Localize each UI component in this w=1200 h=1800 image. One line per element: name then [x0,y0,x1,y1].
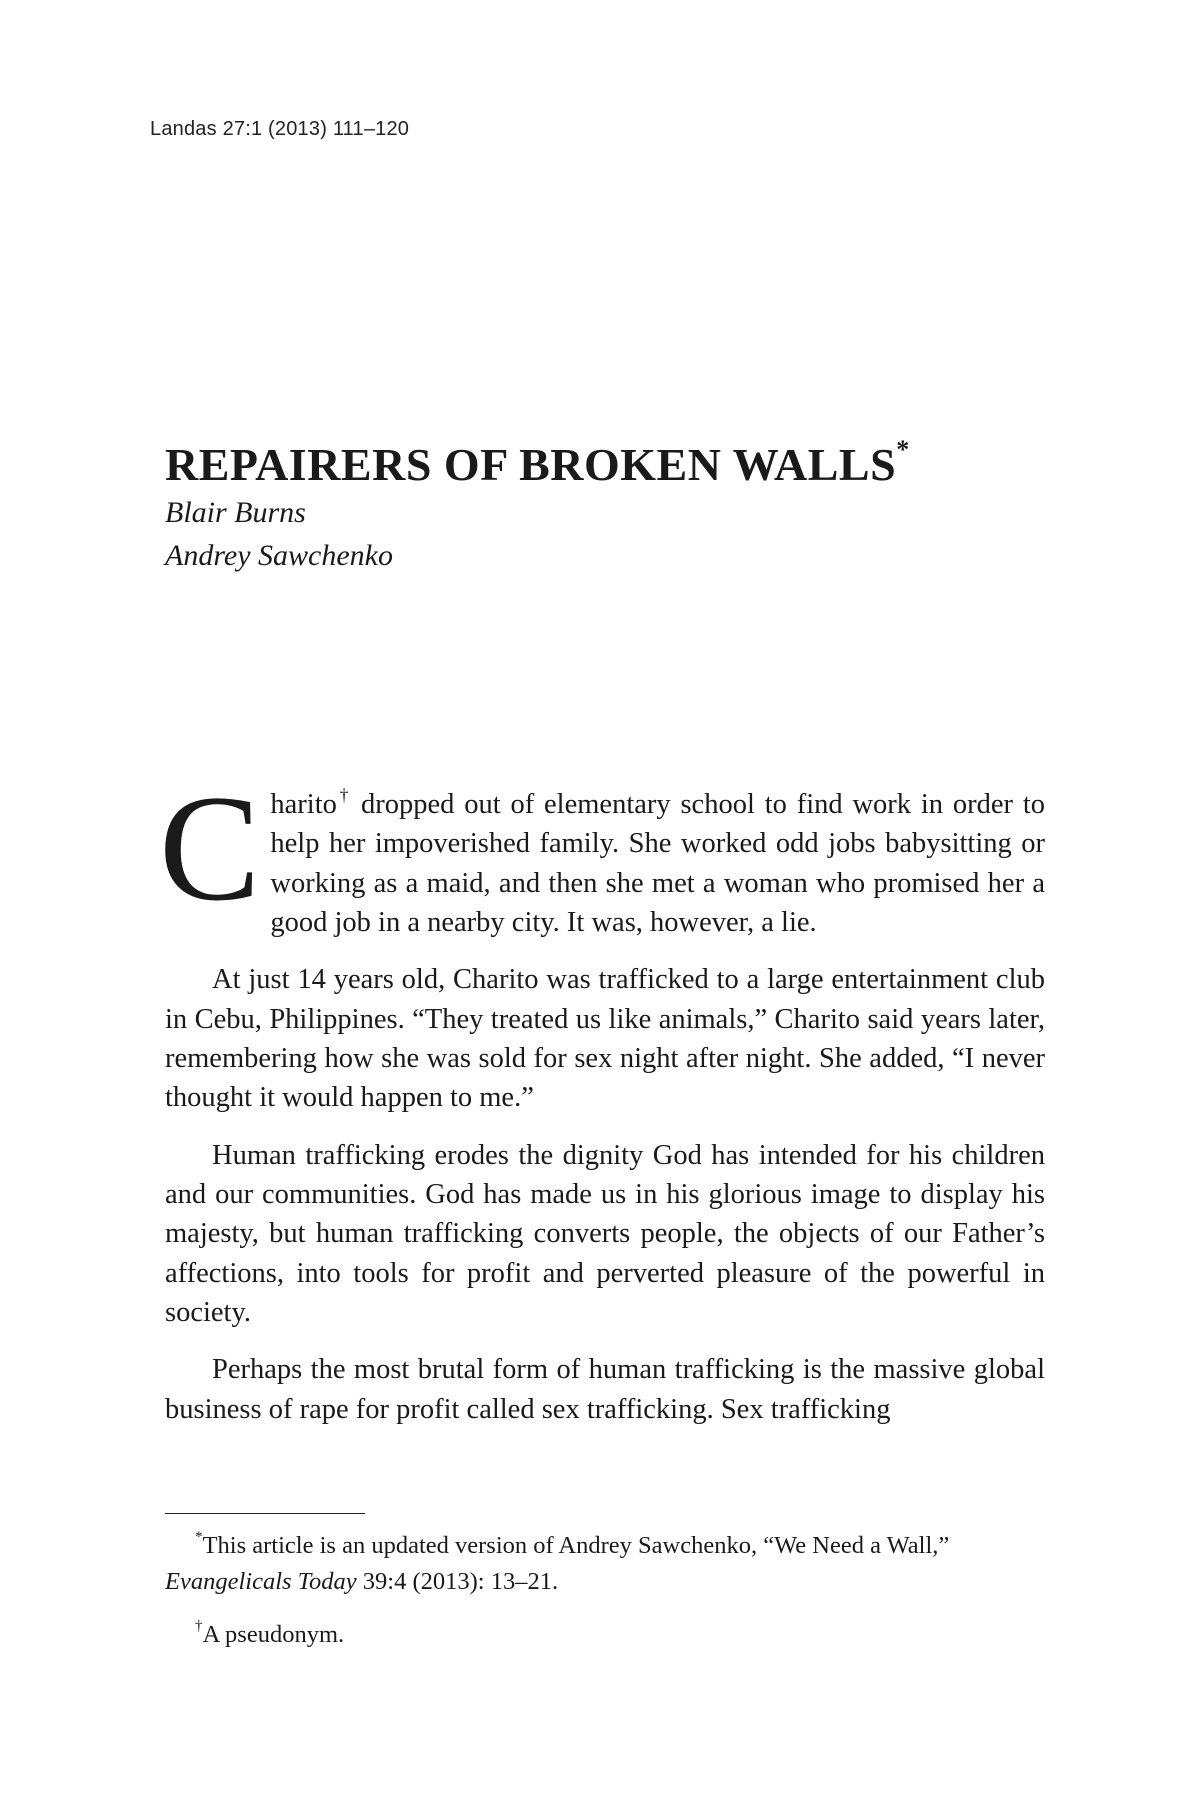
author-2: Andrey Sawchenko [165,539,393,573]
pseudonym-footnote-mark: † [336,785,352,805]
article-title-text: REPAIRERS OF BROKEN WALLS [165,439,897,490]
footnote-1-text: This article is an updated version of Andrey Sawchenko, “We Need a Wall,” [202,1532,950,1559]
paragraph-3: Human trafficking erodes the dignity God has intended for his children and our communities. God has made us in his glorious image to display his majesty, but human trafficking converts people, the objects of our Father’s affections, into tools for profit and perverted pleasure of the powerful in society. [165,1139,1045,1328]
paragraph-1-name: harito [270,789,337,820]
footnote-1 [165,1528,1045,1599]
author-1: Blair Burns [165,495,306,529]
drop-cap: C [159,764,261,932]
title-block [165,435,1065,578]
paragraph-1-text: dropped out of elementary school to find work in order to help her impoverished family. She worked odd jobs babysitting or working as a maid, and then she met a woman who promised her a good job in a nearby city. It was, however, a lie. [270,789,1046,938]
title-footnote-mark: * [896,435,910,464]
running-head: Landas 27:1 (2013) 111–120 [150,118,410,140]
article-body [159,764,1046,1447]
footnote-2 [165,1617,1045,1653]
footnote-2-mark: † [195,1617,203,1635]
footnote-1-citation: 39:4 (2013): 13–21. [356,1567,559,1595]
paragraph-1 [159,764,1046,942]
paragraph-4: Perhaps the most brutal form of human trafficking is the massive global business of rape for profit called sex trafficking. Sex trafficking [165,1354,1045,1425]
footnote-1-journal: Evangelicals Today [165,1567,357,1595]
paragraph-2: At just 14 years old, Charito was trafficked to a large entertainment club in Cebu, Philippines. “They treated us like animals,” Charito said years later, remembering how she was sold for sex night after night. She added, “I never thought it would happen to me.” [165,964,1045,1114]
footnote-1-mark: * [195,1528,203,1545]
footnote-2-text: A pseudonym. [202,1621,345,1649]
article-title [165,435,1065,491]
footnote-rule [165,1513,365,1514]
footnotes [165,1528,1045,1671]
